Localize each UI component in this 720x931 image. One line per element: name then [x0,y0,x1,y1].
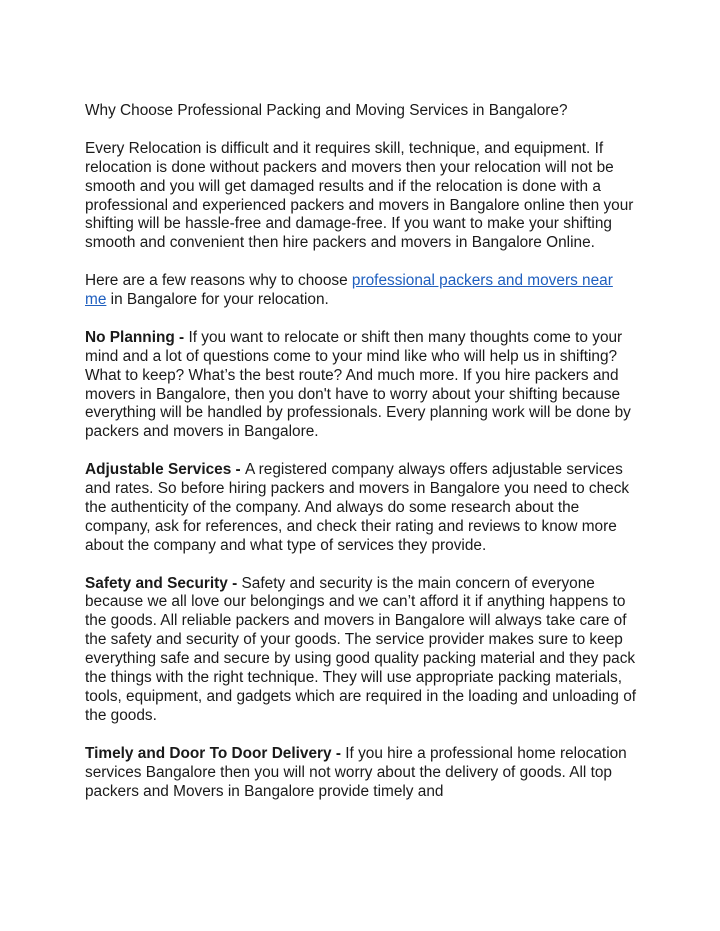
section-body: If you hire a professional home relocation services Bangalore then you will not worry about the delivery of goods. All top packers and Movers in Bangalore provide timely and [85,744,627,800]
intro-paragraph: Every Relocation is difficult and it requires skill, technique, and equipment. If relocation is done without packers and movers then your relocation will not be smooth and you will get damaged results and if the relocation is done with a professional and experienced packers and movers in Bangalore online then your shifting will be hassle-free and damage-free. If you want to make your shifting smooth and convenient then hire packers and movers in Bangalore Online. [85,139,634,252]
reasons-intro-before: Here are a few reasons why to choose [85,272,352,290]
section-timely-delivery [85,745,637,802]
section-no-planning [85,329,637,442]
section-heading: Adjustable Services - [85,461,245,479]
reasons-intro-paragraph [85,272,637,310]
section-heading: Timely and Door To Door Delivery - [85,744,346,762]
document-title: Why Choose Professional Packing and Moving Services in Bangalore? [85,102,568,119]
reasons-intro-after: in Bangalore for your relocation. [106,291,329,309]
section-heading: Safety and Security - [85,574,242,592]
section-heading: No Planning - [85,328,189,346]
section-body: A registered company always offers adjustable services and rates. So before hiring packers and movers in Bangalore you need to check the authenticity of the company. And always do some research about the company, ask for references, and check their rating and reviews to know more about the company and what type of services they provide. [85,461,630,554]
section-adjustable-services [85,461,637,556]
section-safety-security [85,575,637,726]
section-body: If you want to relocate or shift then many thoughts come to your mind and a lot of questions come to your mind like who will help us in shifting? What to keep? What’s the best route? And much more. If you hire packers and movers in Bangalore, then you don't have to worry about your shifting because everything will be handled by professionals. Every planning work will be done by packers and movers in Bangalore. [85,328,631,441]
document-page [85,102,637,820]
section-body: Safety and security is the main concern of everyone because we all love our belongings and we can’t afford it if anything happens to the goods. All reliable packers and movers in Bangalore will always take care of the safety and security of your goods. The service provider makes sure to keep everything safe and secure by using good quality packing material and they pack the things with the right technique. They will use appropriate packing materials, tools, equipment, and gadgets which are required in the loading and unloading of the goods. [85,574,637,724]
professional-packers-link[interactable]: professional packers and movers near me [85,272,613,309]
